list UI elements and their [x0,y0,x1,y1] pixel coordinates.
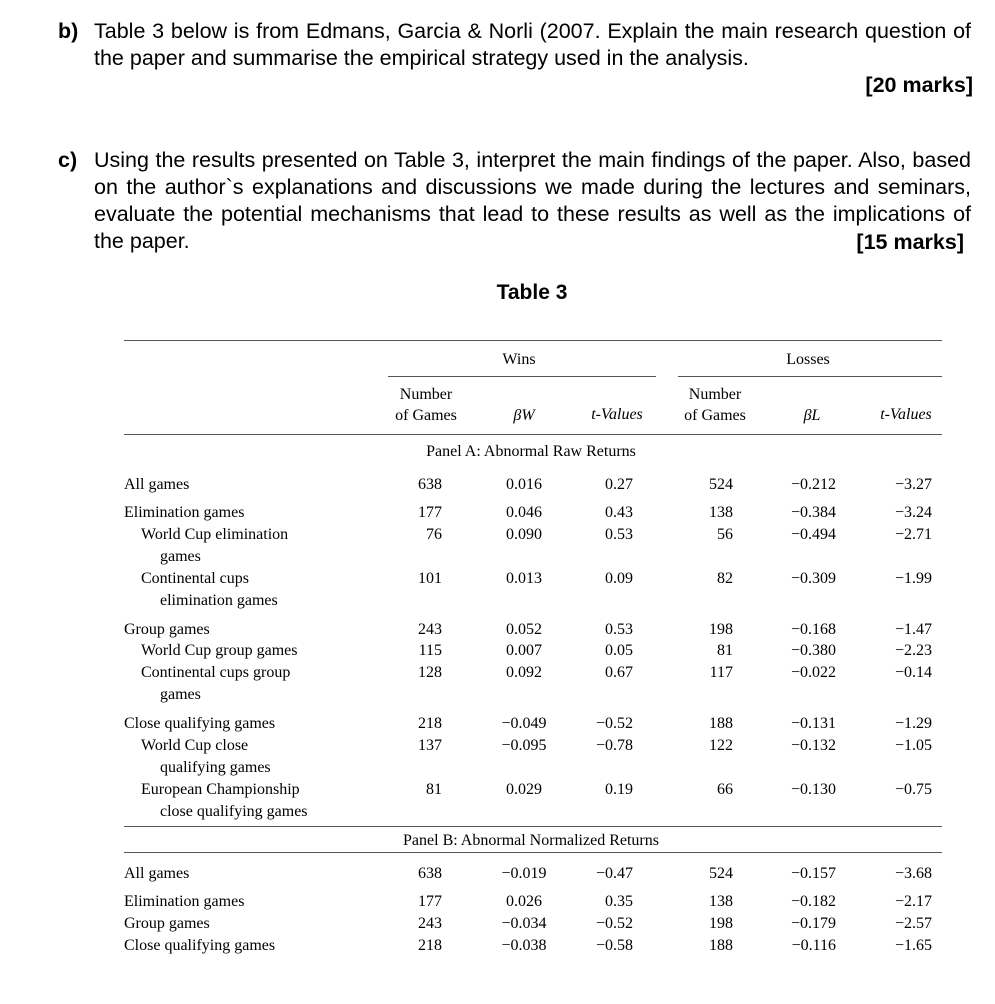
question-b [58,18,973,98]
question-c-marks: [15 marks] [856,230,964,254]
wins-games-cell: 638 [418,865,442,882]
wins-t-value-cell: 0.05 [605,642,633,659]
losses-games-cell: 198 [709,621,733,638]
row-label: All games [124,865,190,882]
beta-l-cell: −0.132 [790,737,836,754]
panel-b-title: Panel B: Abnormal Normalized Returns [403,832,659,849]
wins-games-cell: 243 [418,915,442,932]
wins-t-value-cell: −0.58 [595,937,633,954]
question-b-text: Table 3 below is from Edmans, Garcia & Norli (2007. Explain the main research question of the paper and summarise the empirical strategy used in the analysis. [94,19,971,70]
wins-t-value-cell: −0.52 [595,715,633,732]
wins-games-cell: 243 [418,621,442,638]
row-label: European Championship [141,781,300,798]
panel-a-title: Panel A: Abnormal Raw Returns [426,443,636,460]
wins-games-cell: 128 [418,664,442,681]
losses-t-value-cell: −1.47 [894,621,932,638]
beta-l-cell: −0.130 [790,781,836,798]
row-label: Close qualifying games [124,715,276,732]
beta-l-cell: −0.212 [790,476,836,493]
beta-w-header: βW [513,407,535,424]
row-label: games [160,548,201,565]
losses-t-value-cell: −3.24 [894,504,932,521]
row-label: World Cup close [141,737,249,754]
beta-w-cell: 0.090 [506,526,542,543]
losses-games-cell: 66 [717,781,733,798]
wins-games-cell: 81 [426,781,442,798]
panel-b-top-rule [124,826,942,827]
wins-t-value-cell: 0.53 [605,621,633,638]
question-b-label: b) [58,19,79,43]
losses-games-cell: 188 [709,937,733,954]
row-label: elimination games [160,592,278,609]
question-c-text: Using the results presented on Table 3, interpret the main findings of the paper. Also, based on the author`s explanations and discussions we made during the lectures and seminars, evaluate the potential mechanisms that lead to these results as well as the implications of the paper. [94,148,971,253]
question-b-marks: [20 marks] [865,73,973,97]
beta-w-cell: −0.049 [501,715,547,732]
row-label: Continental cups group [141,664,291,681]
wins-header: Wins [502,351,536,368]
beta-l-header: βL [803,407,821,424]
losses-games-cell: 524 [709,865,733,882]
beta-w-cell: 0.007 [506,642,542,659]
beta-w-cell: 0.026 [506,893,542,910]
losses-games-cell: 138 [709,504,733,521]
wins-games-cell: 101 [418,570,442,587]
wins-t-value-cell: 0.35 [605,893,633,910]
panel-b-title-rule [124,852,942,853]
wins-games-cell: 218 [418,937,442,954]
losses-t-value-cell: −2.17 [894,893,932,910]
beta-l-cell: −0.116 [791,937,836,954]
row-label: games [160,686,201,703]
beta-w-cell: −0.038 [501,937,547,954]
wins-games-cell: 638 [418,476,442,493]
losses-games-cell: 117 [709,664,733,681]
wins-t-value-cell: −0.52 [595,915,633,932]
losses-t-value-cell: −2.23 [894,642,932,659]
beta-l-cell: −0.179 [790,915,836,932]
beta-w-cell: 0.092 [506,664,542,681]
wins-t-value-cell: 0.67 [605,664,633,681]
wins-t-value-cell: −0.78 [595,737,633,754]
wins-t-value-cell: 0.43 [605,504,633,521]
wins-games-cell: 177 [418,893,442,910]
question-c [58,147,973,257]
wins-t-value-cell: −0.47 [595,865,633,882]
table-caption: Table 3 [496,281,568,304]
wins-games-cell: 218 [418,715,442,732]
row-label: Close qualifying games [124,937,276,954]
losses-games-cell: 524 [709,476,733,493]
wins-games-header: Number of Games [395,386,457,424]
losses-t-value-cell: −1.99 [894,570,932,587]
beta-w-cell: 0.046 [506,504,542,521]
losses-games-cell: 138 [709,893,733,910]
losses-group-rule [678,376,942,377]
losses-t-value-cell: −3.27 [894,476,932,493]
table-top-rule [124,340,942,341]
wins-t-values-header: t-Values [591,406,643,423]
losses-games-cell: 82 [717,570,733,587]
beta-l-cell: −0.168 [790,621,836,638]
row-label: World Cup group games [141,642,298,659]
losses-t-value-cell: −0.14 [894,664,932,681]
losses-t-value-cell: −1.05 [894,737,932,754]
beta-w-cell: −0.095 [501,737,547,754]
losses-t-value-cell: −3.68 [894,865,932,882]
wins-games-cell: 115 [418,642,442,659]
beta-w-cell: 0.052 [506,621,542,638]
row-label: All games [124,476,190,493]
beta-l-cell: −0.384 [790,504,836,521]
wins-group-rule [388,376,656,377]
wins-games-cell: 177 [418,504,442,521]
beta-l-cell: −0.131 [790,715,836,732]
wins-t-value-cell: 0.27 [605,476,633,493]
losses-games-cell: 56 [717,526,733,543]
row-label: Elimination games [124,893,245,910]
question-c-label: c) [58,148,78,172]
beta-l-cell: −0.494 [790,526,836,543]
beta-l-cell: −0.157 [790,865,836,882]
losses-t-value-cell: −1.29 [894,715,932,732]
losses-t-values-header: t-Values [880,406,932,423]
losses-t-value-cell: −0.75 [894,781,932,798]
row-label: Group games [124,621,210,638]
beta-w-cell: 0.013 [506,570,542,587]
row-label: Elimination games [124,504,245,521]
losses-t-value-cell: −2.57 [894,915,932,932]
row-label: World Cup elimination [141,526,289,543]
row-label: Continental cups [141,570,249,587]
row-label: qualifying games [160,759,271,776]
losses-header: Losses [786,351,830,368]
wins-t-value-cell: 0.53 [605,526,633,543]
row-label: Group games [124,915,210,932]
header-bottom-rule [124,434,942,435]
row-label: close qualifying games [160,803,308,820]
beta-w-cell: −0.019 [501,865,547,882]
wins-t-value-cell: 0.09 [605,570,633,587]
wins-t-value-cell: 0.19 [605,781,633,798]
beta-w-cell: −0.034 [501,915,547,932]
losses-games-cell: 198 [709,915,733,932]
losses-games-cell: 81 [717,642,733,659]
wins-games-cell: 76 [426,526,442,543]
beta-l-cell: −0.309 [790,570,836,587]
beta-l-cell: −0.182 [790,893,836,910]
beta-l-cell: −0.380 [790,642,836,659]
losses-t-value-cell: −2.71 [894,526,932,543]
losses-games-header: Number of Games [684,386,746,424]
beta-w-cell: 0.029 [506,781,542,798]
wins-games-cell: 137 [418,737,442,754]
losses-games-cell: 188 [709,715,733,732]
beta-w-cell: 0.016 [506,476,542,493]
losses-games-cell: 122 [709,737,733,754]
losses-t-value-cell: −1.65 [894,937,932,954]
beta-l-cell: −0.022 [790,664,836,681]
